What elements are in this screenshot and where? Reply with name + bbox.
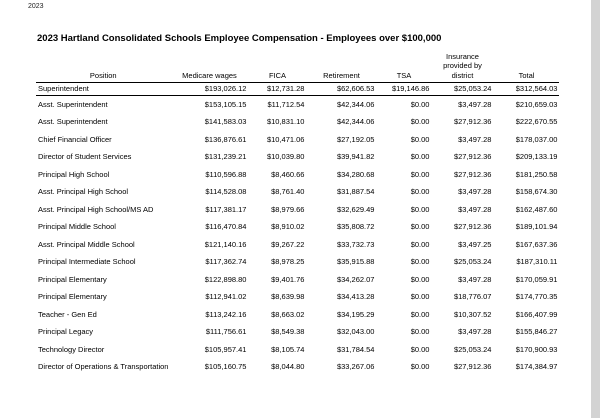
amount-cell: $114,528.08 xyxy=(205,187,247,197)
amount-cell: $8,105.74 xyxy=(271,344,305,354)
amount-cell: $174,770.35 xyxy=(515,292,558,302)
amount-cell: $3,497.28 xyxy=(458,134,492,144)
amount-cell: $0.00 xyxy=(410,117,430,127)
amount-cell: $35,915.88 xyxy=(336,257,375,267)
amount-cell: $25,053.24 xyxy=(453,344,492,354)
amount-cell: $0.00 xyxy=(410,292,430,302)
amount-cell: $33,732.73 xyxy=(336,239,375,249)
position-cell: Director of Student Services xyxy=(38,152,132,162)
amount-cell: $136,876.61 xyxy=(204,134,247,144)
amount-cell: $42,344.06 xyxy=(336,117,375,127)
amount-cell: $3,497.25 xyxy=(458,239,492,249)
position-cell: Teacher - Gen Ed xyxy=(38,309,97,319)
amount-cell: $27,912.36 xyxy=(453,152,492,162)
position-cell: Principal Middle School xyxy=(38,222,116,232)
amount-cell: $8,549.38 xyxy=(271,327,305,337)
column-header: Position xyxy=(36,52,170,83)
amount-cell: $141,583.03 xyxy=(204,117,247,127)
amount-cell: $0.00 xyxy=(410,309,430,319)
amount-cell: $0.00 xyxy=(410,99,430,109)
position-cell: Director of Operations & Transportation xyxy=(38,362,169,372)
table-row xyxy=(36,218,559,236)
table-row xyxy=(36,306,559,324)
amount-cell: $0.00 xyxy=(410,152,430,162)
column-header: Retirement xyxy=(306,52,376,83)
table-row xyxy=(36,96,559,114)
amount-cell: $222,670.55 xyxy=(515,117,558,127)
amount-cell: $3,497.28 xyxy=(458,99,492,109)
amount-cell: $158,674.30 xyxy=(515,187,558,197)
table-body xyxy=(36,83,559,376)
amount-cell: $25,053.24 xyxy=(453,257,492,267)
amount-cell: $3,497.28 xyxy=(458,327,492,337)
position-cell: Asst. Superintendent xyxy=(38,99,108,109)
amount-cell: $113,242.16 xyxy=(205,309,247,319)
amount-cell: $117,381.17 xyxy=(205,204,247,214)
amount-cell: $31,887.54 xyxy=(336,187,375,197)
table-row xyxy=(36,148,559,166)
amount-cell: $27,912.36 xyxy=(453,362,492,372)
amount-cell: $0.00 xyxy=(410,344,430,354)
amount-cell: $32,629.49 xyxy=(336,204,375,214)
amount-cell: $34,413.28 xyxy=(336,292,375,302)
amount-cell: $33,267.06 xyxy=(336,362,375,372)
amount-cell: $121,140.16 xyxy=(204,239,247,249)
amount-cell: $3,497.28 xyxy=(458,274,492,284)
amount-cell: $27,912.36 xyxy=(453,222,492,232)
amount-cell: $0.00 xyxy=(410,362,430,372)
amount-cell: $8,639.98 xyxy=(271,292,305,302)
amount-cell: $110,596.88 xyxy=(205,169,247,179)
amount-cell: $155,846.27 xyxy=(515,327,558,337)
table-row xyxy=(36,253,559,271)
amount-cell: $117,362.74 xyxy=(205,257,247,267)
amount-cell: $116,470.84 xyxy=(205,222,247,232)
amount-cell: $0.00 xyxy=(410,187,430,197)
position-cell: Asst. Principal Middle School xyxy=(38,239,135,249)
amount-cell: $122,898.80 xyxy=(204,274,247,284)
amount-cell: $27,912.36 xyxy=(453,117,492,127)
amount-cell: $181,250.58 xyxy=(515,169,558,179)
amount-cell: $170,059.91 xyxy=(515,274,558,284)
amount-cell: $18,776.07 xyxy=(453,292,492,302)
column-header: Medicare wages xyxy=(170,52,248,83)
amount-cell: $162,487.60 xyxy=(515,204,558,214)
amount-cell: $27,912.36 xyxy=(453,169,492,179)
amount-cell: $0.00 xyxy=(410,257,430,267)
column-header: FICA xyxy=(248,52,306,83)
table-row xyxy=(36,358,559,376)
amount-cell: $0.00 xyxy=(410,204,430,214)
amount-cell: $10,039.80 xyxy=(266,152,305,162)
table-row xyxy=(36,83,559,96)
table-row xyxy=(36,131,559,149)
amount-cell: $0.00 xyxy=(410,222,430,232)
amount-cell: $19,146.86 xyxy=(376,83,431,96)
amount-cell: $174,384.97 xyxy=(515,362,558,372)
amount-cell: $131,239.21 xyxy=(204,152,247,162)
amount-cell: $31,784.54 xyxy=(336,344,375,354)
amount-cell: $210,659.03 xyxy=(515,99,558,109)
position-cell: Principal Elementary xyxy=(38,274,107,284)
amount-cell: $8,910.02 xyxy=(271,222,305,232)
table-header-row xyxy=(36,52,559,83)
position-cell: Asst. Superintendent xyxy=(38,117,108,127)
amount-cell: $105,957.41 xyxy=(204,344,247,354)
amount-cell: $0.00 xyxy=(410,274,430,284)
position-cell: Chief Financial Officer xyxy=(38,134,112,144)
amount-cell: $193,026.12 xyxy=(170,83,248,96)
table-row xyxy=(36,323,559,341)
amount-cell: $12,731.28 xyxy=(248,83,306,96)
amount-cell: $34,262.07 xyxy=(336,274,375,284)
amount-cell: $153,105.15 xyxy=(204,99,247,109)
table-row xyxy=(36,201,559,219)
amount-cell: $8,979.66 xyxy=(271,204,305,214)
table-row xyxy=(36,236,559,254)
table-row xyxy=(36,271,559,289)
amount-cell: $10,831.10 xyxy=(266,117,305,127)
amount-cell: $8,663.02 xyxy=(271,309,305,319)
amount-cell: $11,712.54 xyxy=(267,99,305,109)
amount-cell: $10,471.06 xyxy=(266,134,305,144)
table-row xyxy=(36,183,559,201)
amount-cell: $0.00 xyxy=(410,327,430,337)
amount-cell: $9,267.22 xyxy=(271,239,305,249)
amount-cell: $111,756.61 xyxy=(205,327,247,337)
position-cell: Asst. Principal High School/MS AD xyxy=(38,204,154,214)
amount-cell: $32,043.00 xyxy=(336,327,375,337)
amount-cell: $0.00 xyxy=(410,169,430,179)
position-cell: Technology Director xyxy=(38,344,105,354)
amount-cell: $10,307.52 xyxy=(453,309,492,319)
amount-cell: $209,133.19 xyxy=(515,152,558,162)
amount-cell: $170,900.93 xyxy=(515,344,558,354)
amount-cell: $0.00 xyxy=(410,134,430,144)
position-cell: Superintendent xyxy=(36,83,170,96)
table-head xyxy=(36,52,559,83)
position-cell: Principal Elementary xyxy=(38,292,107,302)
amount-cell: $8,460.66 xyxy=(271,169,305,179)
amount-cell: $105,160.75 xyxy=(204,362,247,372)
amount-cell: $39,941.82 xyxy=(336,152,375,162)
table-row xyxy=(36,113,559,131)
amount-cell: $27,192.05 xyxy=(336,134,375,144)
amount-cell: $167,637.36 xyxy=(515,239,558,249)
amount-cell: $3,497.28 xyxy=(458,204,492,214)
amount-cell: $8,044.80 xyxy=(271,362,305,372)
amount-cell: $8,978.25 xyxy=(271,257,305,267)
amount-cell: $3,497.28 xyxy=(458,187,492,197)
amount-cell: $178,037.00 xyxy=(515,134,558,144)
position-cell: Asst. Principal High School xyxy=(38,187,129,197)
amount-cell: $9,401.76 xyxy=(271,274,305,284)
column-header: Total xyxy=(493,52,559,83)
amount-cell: $34,195.29 xyxy=(336,309,375,319)
table-row xyxy=(36,288,559,306)
table-row xyxy=(36,166,559,184)
amount-cell: $112,941.02 xyxy=(205,292,247,302)
amount-cell: $35,808.72 xyxy=(336,222,375,232)
window-edge-strip xyxy=(591,0,600,418)
position-cell: Principal High School xyxy=(38,169,110,179)
table-row xyxy=(36,341,559,359)
amount-cell: $312,564.03 xyxy=(493,83,559,96)
column-header: TSA xyxy=(376,52,431,83)
amount-cell: $62,606.53 xyxy=(306,83,376,96)
amount-cell: $189,101.94 xyxy=(515,222,558,232)
amount-cell: $8,761.40 xyxy=(271,187,305,197)
position-cell: Principal Intermediate School xyxy=(38,257,136,267)
amount-cell: $166,407.99 xyxy=(515,309,558,319)
amount-cell: $187,310.11 xyxy=(516,257,558,267)
amount-cell: $34,280.68 xyxy=(336,169,375,179)
sheet-corner-label: 2023 xyxy=(28,3,44,10)
amount-cell: $0.00 xyxy=(410,239,430,249)
report-title: 2023 Hartland Consolidated Schools Employee Compensation - Employees over $100,000 xyxy=(37,33,442,44)
column-header: Insurance provided by district xyxy=(431,52,493,83)
compensation-table xyxy=(36,52,559,376)
position-cell: Principal Legacy xyxy=(38,327,94,337)
amount-cell: $42,344.06 xyxy=(336,99,375,109)
amount-cell: $25,053.24 xyxy=(431,83,493,96)
